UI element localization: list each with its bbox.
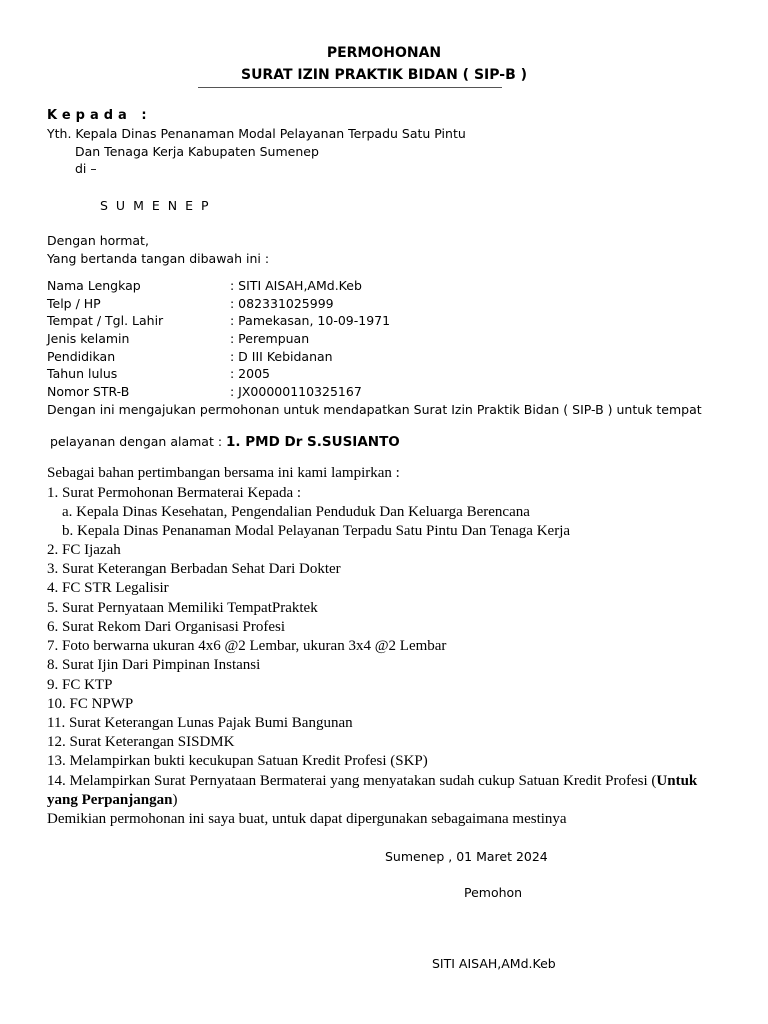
list-item: 3. Surat Keterangan Berbadan Sehat Dari Dokter [47, 561, 341, 577]
request-address [50, 434, 400, 450]
field-value: : Perempuan [230, 331, 310, 346]
signature-role: Pemohon [464, 885, 523, 900]
item14-emphasis: Untuk [656, 773, 698, 789]
addressee-city: SUMENEP [100, 198, 217, 213]
signature-place-date: Sumenep , 01 Maret 2024 [385, 849, 548, 864]
attachments-intro: Sebagai bahan pertimbangan bersama ini kami lampirkan : [47, 465, 400, 481]
field-label: Nama Lengkap [47, 278, 141, 293]
title-underline [198, 87, 502, 88]
document-title: PERMOHONAN [326, 45, 442, 61]
list-item: 13. Melampirkan bukti kecukupan Satuan Kredit Profesi (SKP) [47, 753, 428, 769]
address-value: 1. PMD Dr S.SUSIANTO [226, 434, 400, 450]
intro-line: Yang bertanda tangan dibawah ini : [47, 251, 270, 266]
list-item: 8. Surat Ijin Dari Pimpinan Instansi [47, 657, 261, 673]
field-label: Tempat / Tgl. Lahir [47, 313, 164, 328]
field-label: Telp / HP [47, 296, 101, 311]
list-item: 11. Surat Keterangan Lunas Pajak Bumi Bangunan [47, 715, 353, 731]
kepada-heading: Kepada : [47, 108, 152, 123]
list-item: 10. FC NPWP [47, 696, 134, 712]
request-text: Dengan ini mengajukan permohonan untuk mendapatkan Surat Izin Praktik Bidan ( SIP-B ) untuk tempat [47, 402, 702, 417]
addressee-line-1: Yth. Kepala Dinas Penanaman Modal Pelayanan Terpadu Satu Pintu [47, 126, 466, 141]
field-value: : Pamekasan, 10-09-1971 [230, 313, 391, 328]
greeting: Dengan hormat, [47, 233, 149, 248]
list-item: 2. FC Ijazah [47, 542, 121, 558]
field-label: Pendidikan [47, 349, 116, 364]
address-label: pelayanan dengan alamat : [50, 434, 223, 449]
closing-statement: Demikian permohonan ini saya buat, untuk dapat dipergunakan sebagaimana mestinya [47, 811, 567, 827]
list-item: 1. Surat Permohonan Bermaterai Kepada : [47, 485, 302, 501]
list-item-continuation [47, 792, 177, 809]
field-value: : 082331025999 [230, 296, 334, 311]
list-item [47, 773, 697, 790]
item14-text: 14. Melampirkan Surat Pernyataan Bermaterai yang menyatakan sudah cukup Satuan Kredit Profesi ( [47, 773, 657, 789]
list-item: 5. Surat Pernyataan Memiliki TempatPraktek [47, 600, 318, 616]
field-label: Jenis kelamin [47, 331, 130, 346]
addressee-line-3: di – [75, 161, 97, 176]
list-item: 12. Surat Keterangan SISDMK [47, 734, 235, 750]
field-value: : 2005 [230, 366, 270, 381]
field-label: Nomor STR-B [47, 384, 130, 399]
list-item: 7. Foto berwarna ukuran 4x6 @2 Lembar, ukuran 3x4 @2 Lembar [47, 638, 447, 654]
addressee-line-2: Dan Tenaga Kerja Kabupaten Sumenep [75, 144, 319, 159]
item14-close: ) [172, 792, 178, 808]
signature-name: SITI AISAH,AMd.Keb [432, 956, 556, 971]
field-label: Tahun lulus [47, 366, 118, 381]
field-value: : JX00000110325167 [230, 384, 362, 399]
list-item: 6. Surat Rekom Dari Organisasi Profesi [47, 619, 286, 635]
list-item: b. Kepala Dinas Penanaman Modal Pelayanan Terpadu Satu Pintu Dan Tenaga Kerja [62, 523, 571, 539]
field-value: : D III Kebidanan [230, 349, 333, 364]
item14-emphasis: yang Perpanjangan [47, 792, 173, 808]
list-item: a. Kepala Dinas Kesehatan, Pengendalian Penduduk Dan Keluarga Berencana [62, 504, 530, 520]
field-value: : SITI AISAH,AMd.Keb [230, 278, 362, 293]
list-item: 4. FC STR Legalisir [47, 580, 169, 596]
document-subtitle: SURAT IZIN PRAKTIK BIDAN ( SIP-B ) [240, 67, 528, 83]
list-item: 9. FC KTP [47, 677, 113, 693]
